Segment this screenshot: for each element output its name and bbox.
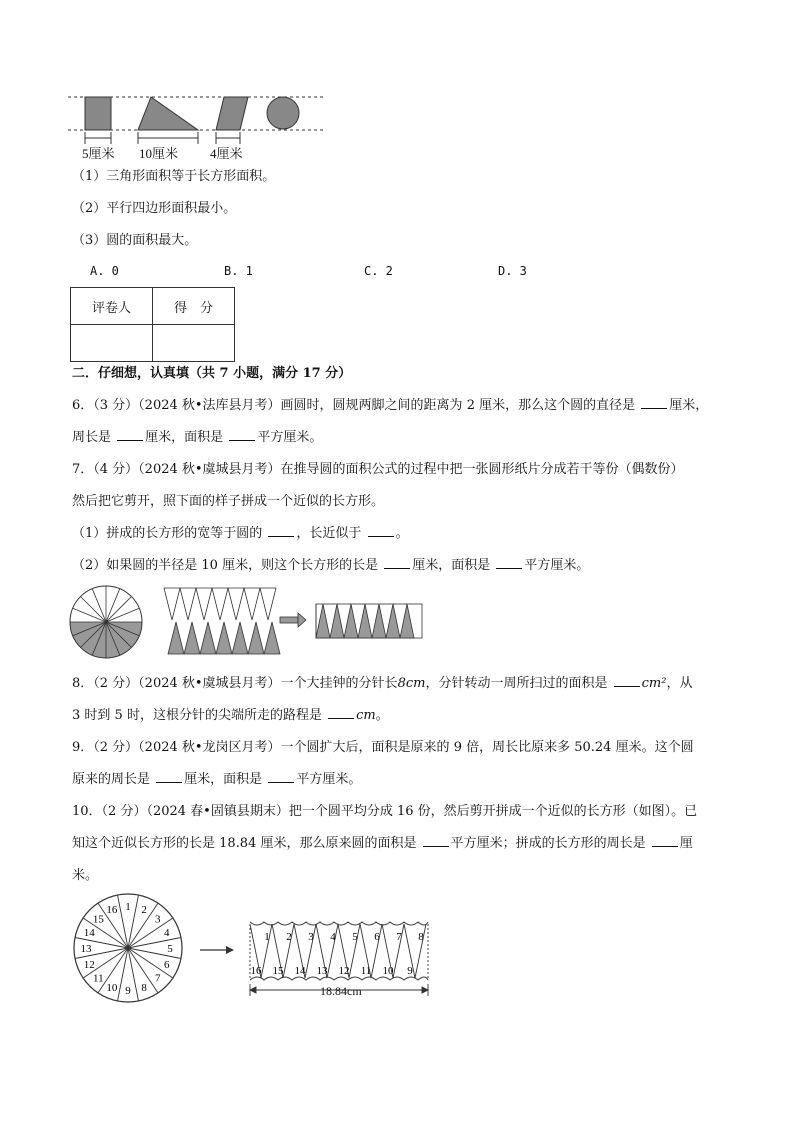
q7-line-4	[72, 556, 589, 576]
rect-bottom-number: 11	[360, 965, 372, 977]
q7-text-2: ，长近似于	[296, 526, 362, 541]
rect-bottom-number: 12	[338, 965, 350, 977]
parallelogram-shape	[216, 97, 248, 130]
q8-unit: cm	[405, 676, 426, 691]
rect-bottom-number: 15	[272, 965, 284, 977]
score-table	[70, 287, 235, 362]
q6-text-1: 6．（3 分）（2024 秋•法库县月考）画圆时，圆规两脚之间的距离为 2 厘米，那么这个圆的直径是	[72, 398, 636, 413]
circle-shape	[267, 97, 299, 129]
label-4cm: 4厘米	[210, 146, 243, 161]
q10-text-1: 知这个近似长方形的长是 18.84 厘米，那么原来圆的面积是	[72, 836, 417, 851]
sector-number: 11	[93, 972, 104, 985]
q10-text-2: 平方厘米；拼成的长方形的周长是	[450, 836, 646, 851]
q5-statement-3: （3）圆的面积最大。	[72, 233, 198, 248]
sector-number: 1	[125, 901, 131, 913]
sector-number: 12	[83, 959, 95, 972]
q8-text-5: 。	[375, 708, 389, 723]
q5-statement-1: （1）三角形面积等于长方形面积。	[72, 169, 276, 184]
q7-blank-width[interactable]	[268, 524, 294, 537]
q8-text-3: ，从	[666, 676, 693, 691]
q9-line-2	[72, 770, 361, 790]
q9-blank-area[interactable]	[268, 770, 294, 783]
q7-text-1: （1）拼成的长方形的宽等于圆的	[72, 526, 263, 541]
q6-blank-area[interactable]	[229, 428, 255, 441]
q6-text-5: 平方厘米。	[257, 430, 323, 445]
q7-line-2: 然后把它剪开，照下面的样子拼成一个近似的长方形。	[72, 494, 385, 509]
q9-line-1: 9．（2 分）（2024 秋•龙岗区月考）一个圆扩大后，面积是原来的 9 倍，周长比原来多 50.24 厘米。这个圆	[72, 740, 694, 755]
sector-number: 7	[154, 972, 161, 985]
q8-text-1: 8．（2 分）（2024 秋•虞城县月考）一个大挂钟的分针长	[72, 676, 398, 691]
q5-statement-2: （2）平行四边形面积最小。	[72, 201, 237, 216]
q8-text-4: 3 时到 5 时，这根分针的尖端所走的路程是	[72, 708, 322, 723]
q10-arrow-icon	[200, 946, 234, 954]
q10-line-3: 米。	[72, 868, 99, 883]
q7-arrow-icon	[280, 613, 306, 627]
q8-blank-distance[interactable]	[328, 706, 354, 719]
q8-blank-area[interactable]	[614, 674, 640, 687]
section-2-title: 二．仔细想，认真填（共 7 小题，满分 17 分）	[72, 366, 352, 381]
sector-number: 10	[106, 981, 118, 994]
q9-text-1: 原来的周长是	[72, 772, 151, 787]
triangle-shape	[138, 97, 198, 130]
q9-text-3: 平方厘米。	[296, 772, 362, 787]
q9-blank-circumference[interactable]	[156, 770, 182, 783]
rect-top-number: 3	[308, 931, 314, 943]
label-10cm: 10厘米	[139, 146, 179, 161]
score-header: 得 分	[153, 288, 235, 325]
rect-bottom-number: 10	[382, 965, 394, 977]
sector-number: 4	[164, 926, 170, 939]
score-cell[interactable]	[153, 325, 235, 362]
sector-number: 8	[141, 981, 147, 994]
q10-blank-perimeter[interactable]	[652, 834, 678, 847]
sector-number: 5	[167, 943, 173, 955]
q6-blank-circumference[interactable]	[117, 428, 143, 441]
option-d[interactable]: D. 3	[498, 264, 527, 278]
q6-text-2: 厘米，	[669, 398, 709, 413]
q9-text-2: 厘米，面积是	[184, 772, 263, 787]
q7-separated-sectors	[164, 588, 280, 654]
sector-number: 13	[80, 943, 92, 955]
q6-blank-diameter[interactable]	[641, 396, 667, 409]
rect-top-number: 6	[374, 931, 380, 943]
q7-line-3	[72, 524, 409, 544]
q6-line-2	[72, 428, 322, 448]
rect-bottom-number: 16	[250, 965, 262, 977]
q10-line-1: 10．（2 分）（2024 春•固镇县期末）把一个圆平均分成 16 份，然后剪开拼成一个近似的长方形（如图）。已	[72, 804, 698, 819]
option-a[interactable]: A. 0	[90, 264, 119, 278]
sector-number: 3	[154, 913, 161, 926]
rect-bottom-number: 14	[294, 965, 306, 977]
q7-text-6: 平方厘米。	[524, 558, 590, 573]
option-c[interactable]: C. 2	[364, 264, 393, 278]
q8-line-1	[72, 674, 692, 694]
q7-divided-circle	[70, 586, 142, 658]
q8-num: 8	[397, 676, 406, 691]
sector-number: 2	[141, 904, 147, 917]
grader-cell[interactable]	[71, 325, 153, 362]
q7-circle-rearrange-figure	[68, 582, 428, 662]
rect-top-number: 1	[264, 931, 270, 943]
sector-number: 16	[106, 904, 118, 917]
rect-top-number: 7	[396, 931, 402, 943]
q6-text-3: 周长是	[72, 430, 112, 445]
grader-header: 评卷人	[71, 288, 153, 325]
q7-approx-rectangle	[316, 604, 422, 638]
q8-unit-cm2: cm²	[641, 676, 667, 691]
sector-number: 14	[83, 926, 95, 939]
q7-text-4: （2）如果圆的半径是 10 厘米，则这个长方形的长是	[72, 558, 379, 573]
rect-top-number: 2	[286, 931, 292, 943]
q10-line-2	[72, 834, 693, 854]
option-b[interactable]: B. 1	[224, 264, 253, 278]
q10-numbered-circle	[74, 894, 182, 1002]
sector-number: 6	[164, 959, 170, 972]
q7-text-3: 。	[395, 526, 409, 541]
q7-blank-rect-length[interactable]	[384, 556, 410, 569]
q8-line-2	[72, 706, 389, 726]
label-5cm: 5厘米	[82, 146, 115, 161]
rect-bottom-number: 13	[316, 965, 328, 977]
q10-figure	[72, 892, 442, 1012]
q8-unit-2: cm	[356, 708, 376, 723]
q6-line-1	[72, 396, 708, 416]
q10-text-3: 厘	[679, 836, 693, 851]
q10-length-label: 18.84cm	[320, 984, 362, 998]
rectangle-shape	[85, 97, 111, 130]
q7-text-5: 厘米，面积是	[412, 558, 491, 573]
q6-text-4: 厘米，面积是	[145, 430, 224, 445]
sector-number: 9	[125, 985, 131, 997]
q8-text-2: ，分针转动一周所扫过的面积是	[425, 676, 608, 691]
rect-top-number: 5	[352, 931, 358, 943]
q7-blank-length[interactable]	[368, 524, 394, 537]
rect-bottom-number: 9	[407, 965, 413, 977]
q7-line-1: 7．（4 分）（2024 秋•虞城县月考）在推导圆的面积公式的过程中把一张圆形纸片分成若干等份（偶数份）	[72, 462, 684, 477]
rect-top-number: 4	[330, 931, 336, 943]
q10-blank-area[interactable]	[423, 834, 449, 847]
sector-number: 15	[92, 913, 104, 926]
rect-top-number: 8	[418, 931, 424, 943]
q7-blank-rect-area[interactable]	[496, 556, 522, 569]
